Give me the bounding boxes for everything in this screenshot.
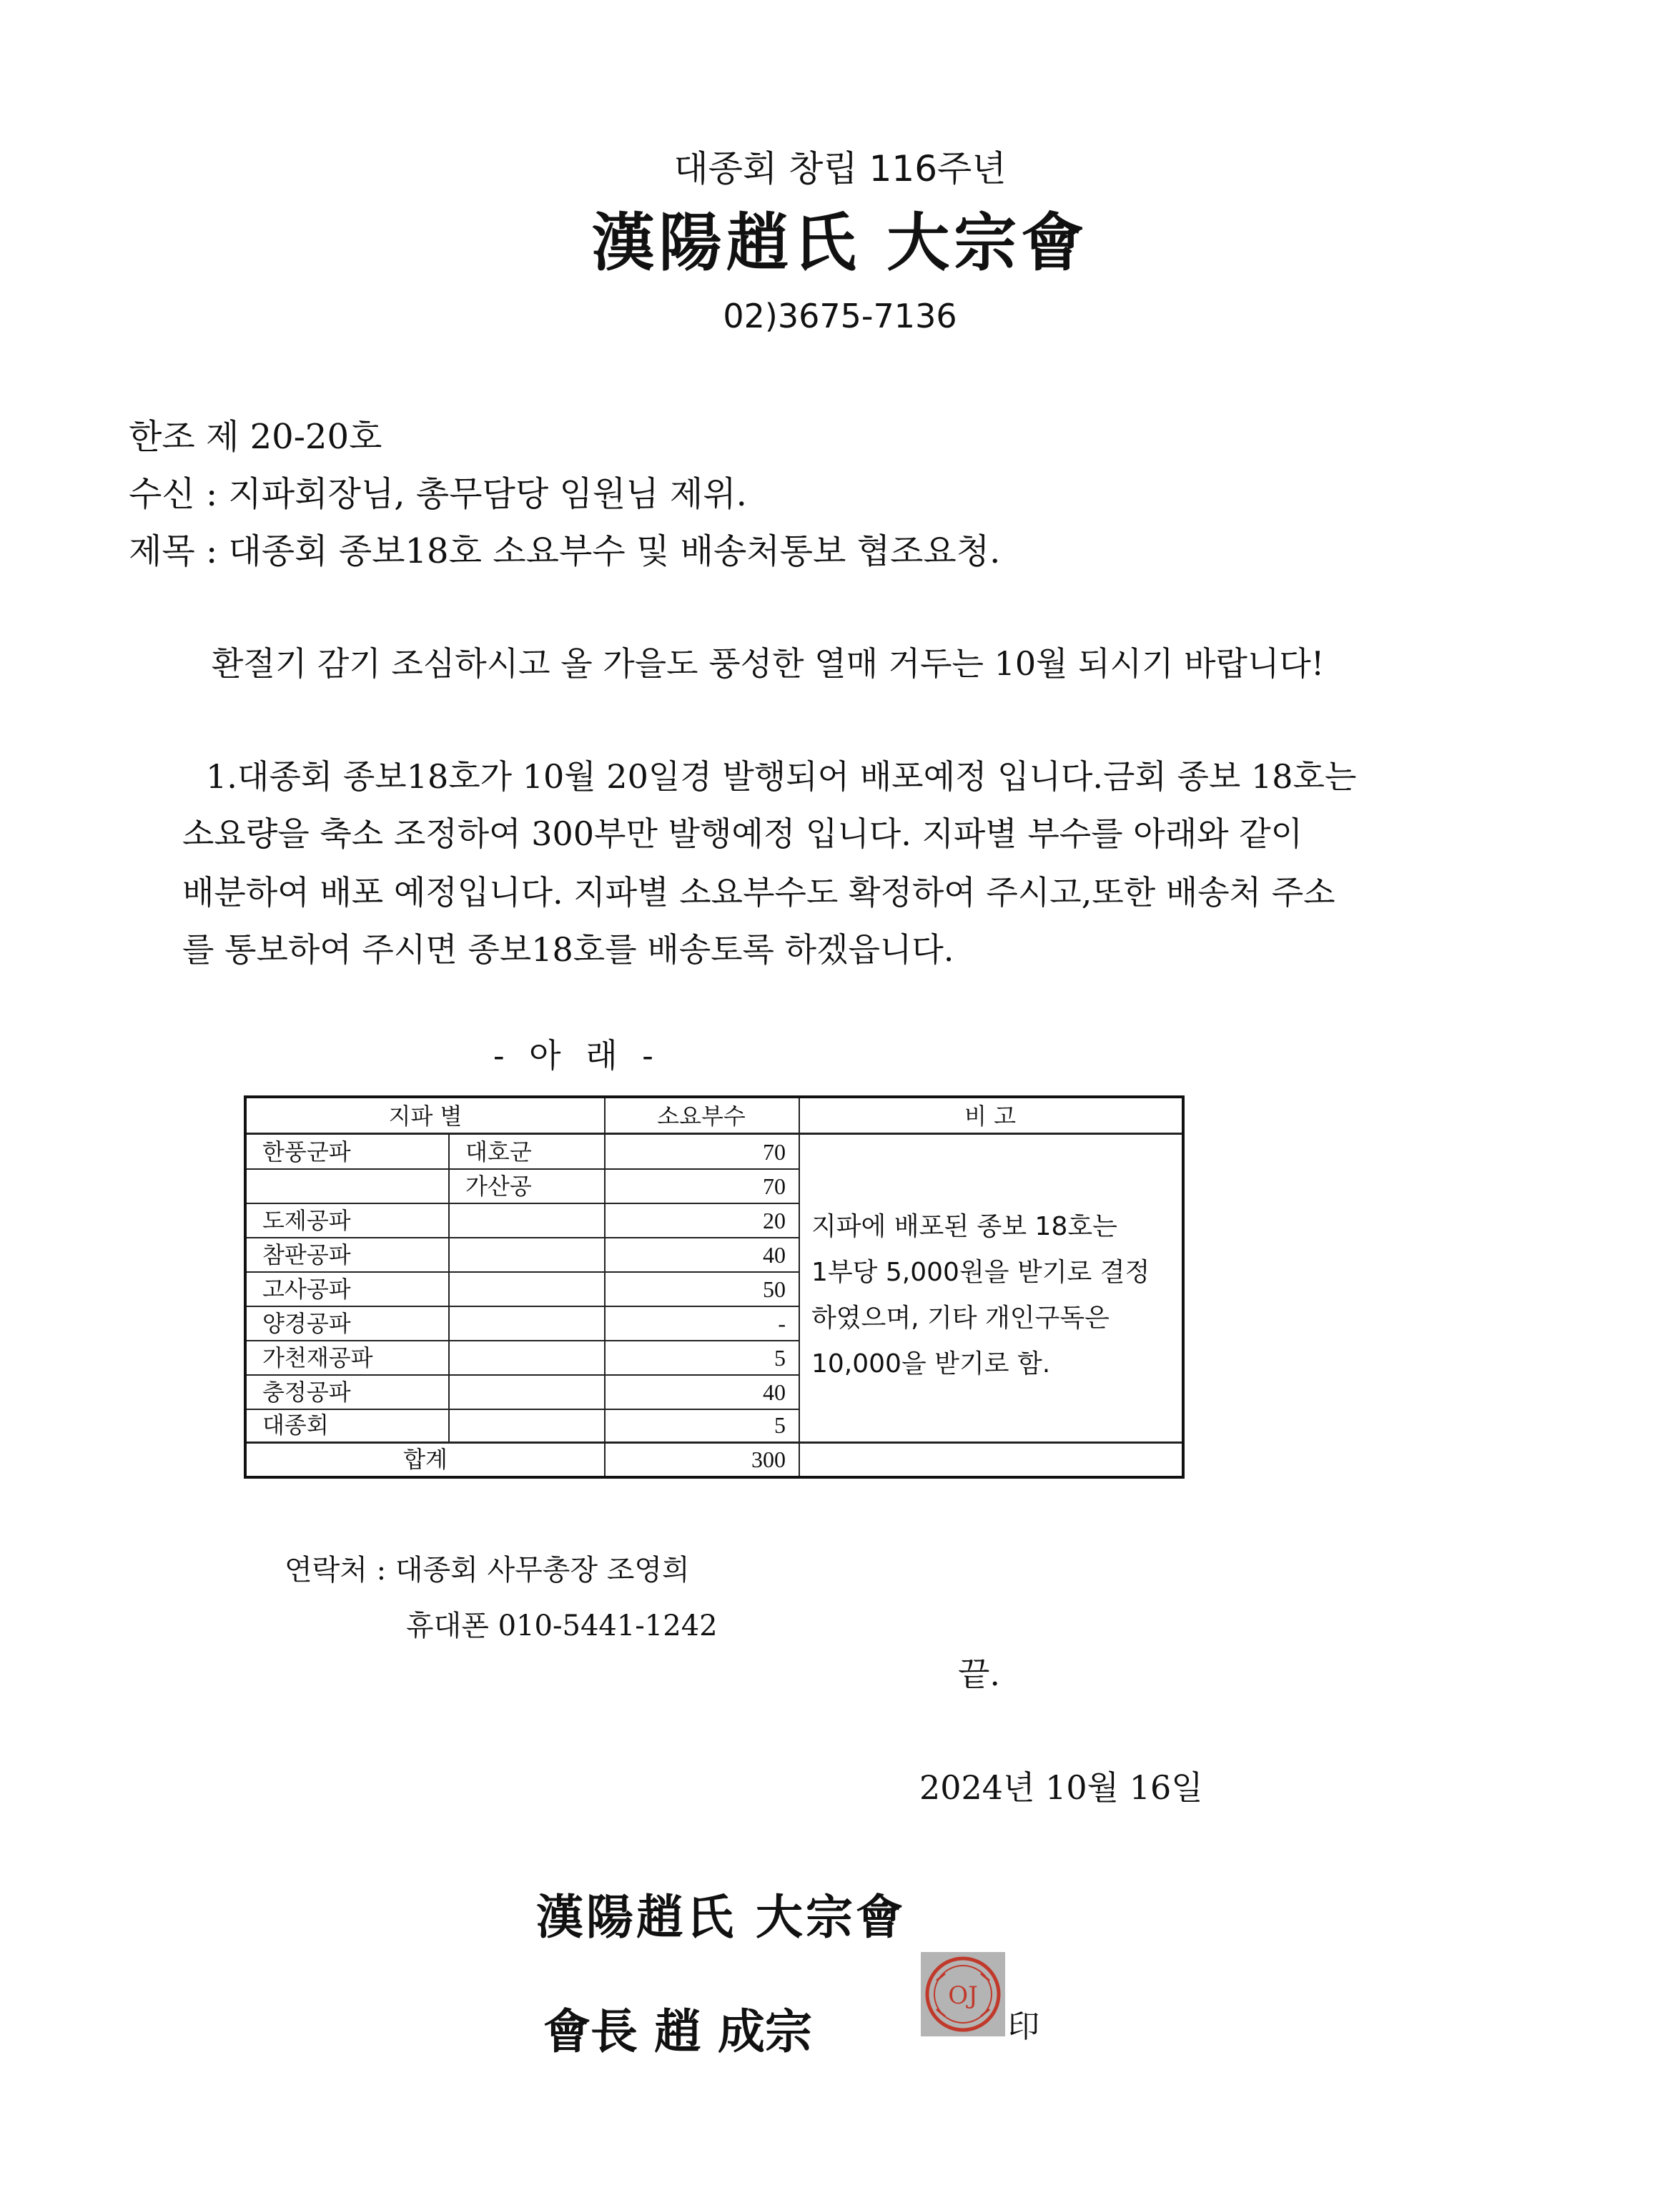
table-cell-branch: 충정공파 <box>262 1379 351 1405</box>
seal-icon <box>921 1952 1005 2036</box>
contact-mobile: 휴대폰 010-5441-1242 <box>406 1610 718 1642</box>
document-number: 한조 제 20-20호 <box>129 417 382 457</box>
founding-anniversary-subtitle: 대종회 창립 116주년 <box>673 148 1007 189</box>
greeting-paragraph: 환절기 감기 조심하시고 올 가을도 풍성한 열매 거두는 10월 되시기 바랍니다! <box>212 644 1325 683</box>
end-mark: 끝. <box>958 1655 1001 1693</box>
table-cell-count: 5 <box>774 1345 786 1371</box>
body-paragraph-line: 1.대종회 종보18호가 10월 20일경 발행되어 배포예정 입니다.금회 종보 18호는 <box>206 757 1357 796</box>
total-label: 합계 <box>403 1446 448 1473</box>
subject-line: 제목 : 대종회 종보18호 소요부수 및 배송처통보 협조요청. <box>129 531 1001 571</box>
table-cell-count: 5 <box>774 1412 786 1438</box>
column-header-branch: 지파 별 <box>388 1103 463 1130</box>
official-seal-stamp <box>921 1952 1005 2036</box>
remark-line: 하였으며, 기타 개인구독은 <box>811 1303 1110 1333</box>
below-section-heading: - 아 래 - <box>493 1036 661 1075</box>
organization-title: 漢陽趙氏 大宗會 <box>591 205 1089 280</box>
body-paragraph-line: 소요량을 축소 조정하여 300부만 발행예정 입니다. 지파별 부수를 아래와 같이 <box>182 814 1303 853</box>
body-paragraph-line: 를 통보하여 주시면 종보18호를 배송토록 하겠읍니다. <box>182 930 954 969</box>
table-cell-branch: 양경공파 <box>262 1311 351 1336</box>
table-cell-branch: 한풍군파 <box>262 1139 351 1165</box>
column-header-remark: 비 고 <box>964 1103 1016 1130</box>
table-cell-count: 70 <box>763 1139 786 1165</box>
table-cell-branch: 가천재공파 <box>262 1345 373 1371</box>
table-cell-subbranch: 대호군 <box>465 1139 532 1165</box>
svg-text:OJ: OJ <box>948 1981 978 2010</box>
remark-line: 10,000을 받기로 함. <box>811 1349 1051 1379</box>
total-count: 300 <box>751 1446 786 1472</box>
table-cell-branch: 대종회 <box>262 1412 329 1438</box>
remark-note <box>811 1204 1180 1387</box>
signatory-name: 會長 趙 成宗 <box>543 2004 812 2059</box>
footer-organization: 漢陽趙氏 大宗會 <box>536 1889 906 1945</box>
table-cell-branch: 고사공파 <box>262 1276 351 1302</box>
table-cell-count: 40 <box>763 1242 786 1268</box>
seal-character: 印 <box>1008 2009 1039 2045</box>
document-date: 2024년 10월 16일 <box>919 1768 1203 1807</box>
remark-line: 1부당 5,000원을 받기로 결정 <box>811 1258 1150 1287</box>
table-cell-count: 50 <box>763 1276 786 1302</box>
remark-line: 지파에 배포된 종보 18호는 <box>811 1212 1117 1241</box>
table-cell-count: - <box>778 1311 786 1336</box>
column-header-count: 소요부수 <box>657 1103 746 1130</box>
table-cell-branch: 도제공파 <box>262 1208 351 1233</box>
table-cell-subbranch: 가산공 <box>465 1173 532 1199</box>
organization-phone: 02)3675-7136 <box>723 297 957 335</box>
table-cell-count: 20 <box>763 1208 786 1233</box>
contact-person: 연락처 : 대종회 사무총장 조영희 <box>285 1554 690 1587</box>
distribution-table <box>244 1095 1185 1479</box>
recipient-line: 수신 : 지파회장님, 총무담당 임원님 제위. <box>129 474 747 514</box>
table-cell-count: 70 <box>763 1173 786 1199</box>
table-cell-branch: 참판공파 <box>262 1242 351 1268</box>
body-paragraph-line: 배분하여 배포 예정입니다. 지파별 소요부수도 확정하여 주시고,또한 배송처 주소 <box>182 873 1335 912</box>
table-cell-count: 40 <box>763 1379 786 1405</box>
